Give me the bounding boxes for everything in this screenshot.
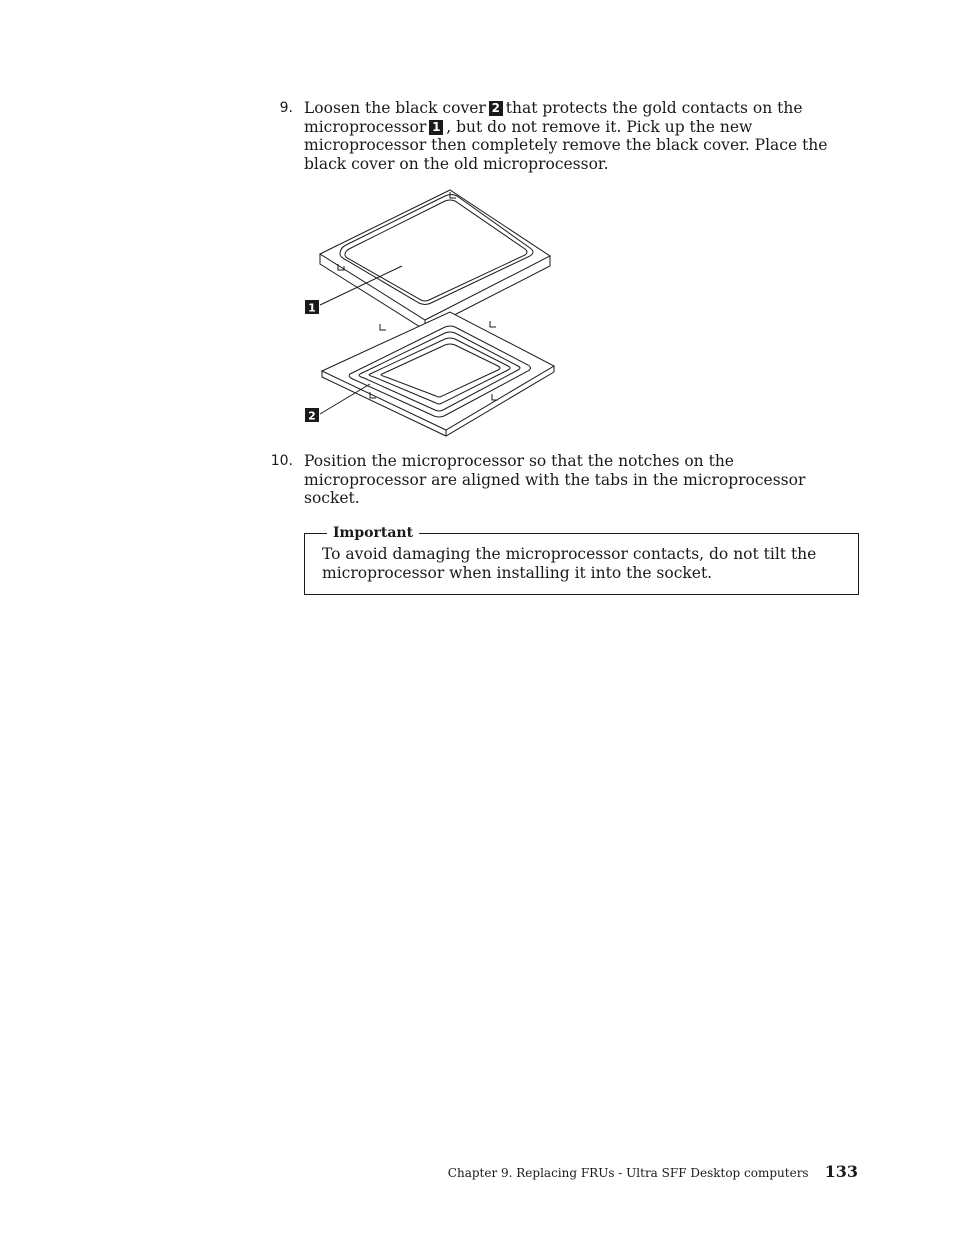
step-number: 10. (270, 453, 293, 469)
step-text-a: Loosen the black cover (304, 99, 486, 117)
callout-badge-1: 1 (429, 120, 443, 135)
important-text: To avoid damaging the microprocessor contacts, do not tilt the microprocessor when installing it into the socket. (322, 545, 817, 582)
black-cover-drawing (322, 312, 554, 436)
page-number: 133 (824, 1162, 858, 1181)
important-notice (304, 525, 859, 595)
callout-badge-2: 2 (489, 101, 503, 116)
figure-callout-1: 1 (308, 301, 316, 315)
footer-chapter: Chapter 9. Replacing FRUs - Ultra SFF Desktop computers (447, 1166, 809, 1180)
step-text (304, 99, 834, 173)
microprocessor-cover-illustration (300, 184, 570, 440)
step-text-b: that protects the gold contacts on the microprocessor (304, 99, 803, 136)
step-text-c: , but do not remove it. Pick up the new microprocessor then completely remove the black cover. Place the black cover on the old microprocessor. (304, 117, 828, 173)
important-label: Important (327, 525, 419, 541)
figure-callout-2: 2 (308, 409, 316, 423)
microprocessor-drawing (320, 190, 550, 330)
page-footer (448, 1162, 858, 1183)
step-text: Position the microprocessor so that the notches on the microprocessor are aligned with the tabs in the microprocessor socket. (304, 452, 806, 507)
step-number: 9. (279, 100, 293, 116)
